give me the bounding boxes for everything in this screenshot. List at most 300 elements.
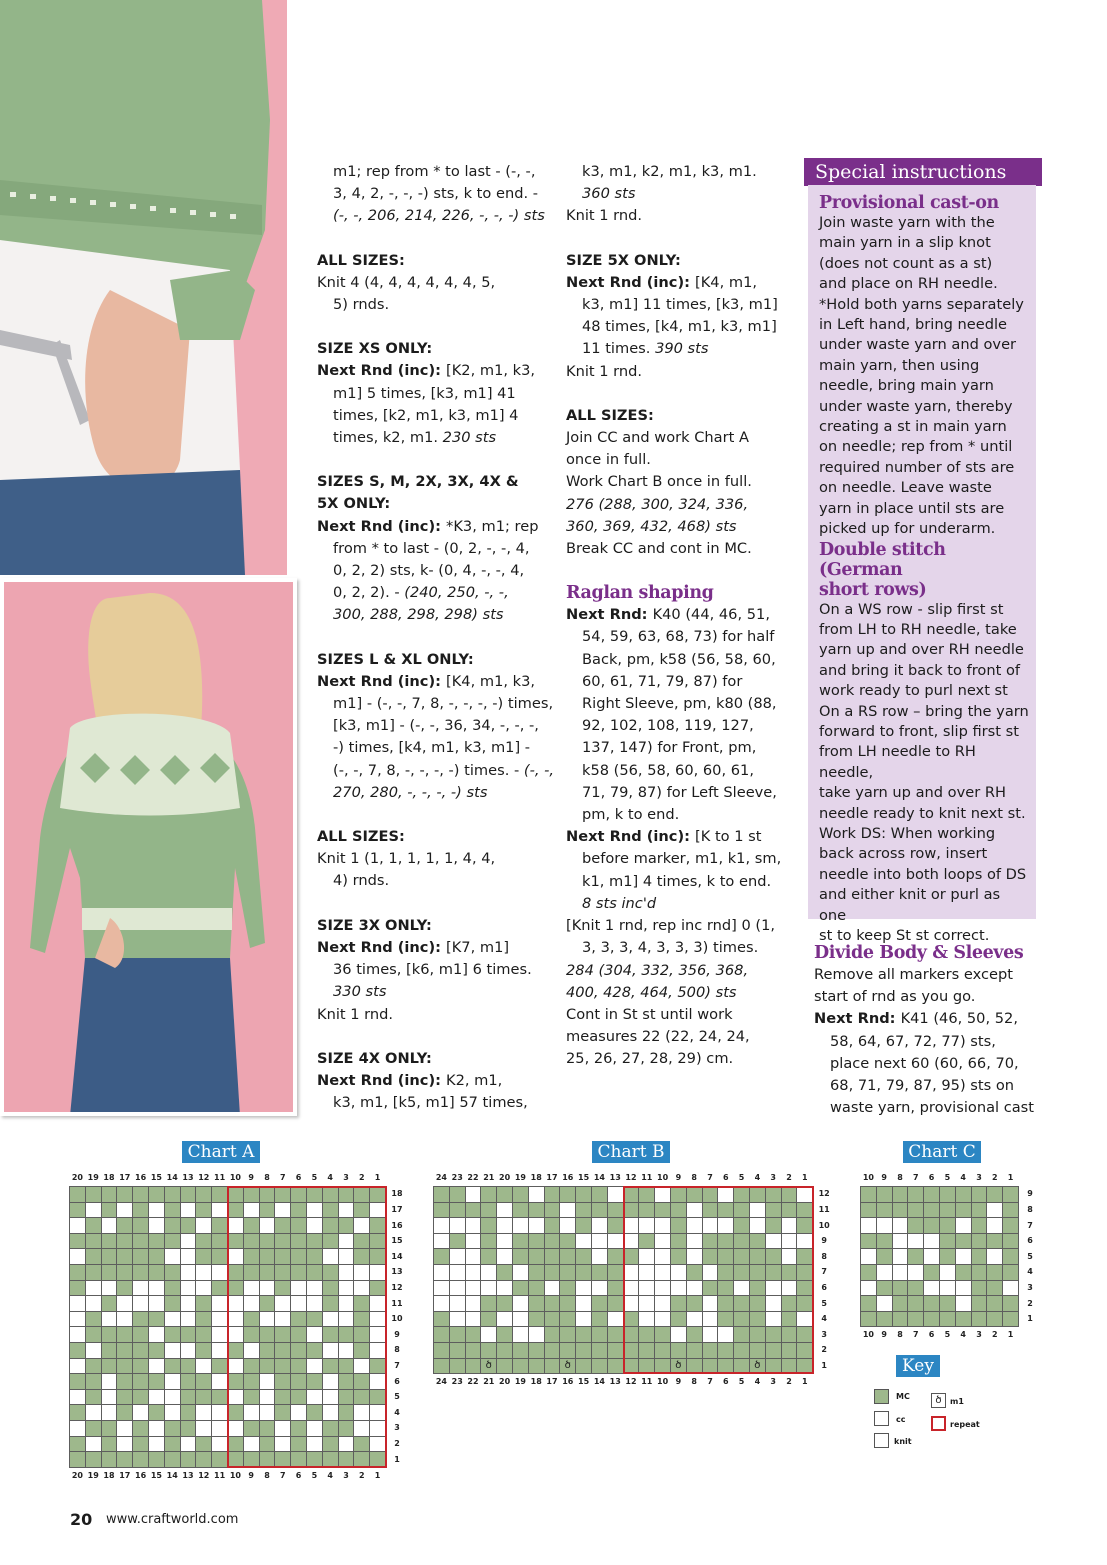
chart-cell: [307, 1359, 322, 1374]
chart-cell: [655, 1203, 670, 1218]
chart-col-number: 6: [723, 1173, 729, 1182]
chart-cell: [497, 1296, 512, 1311]
chart-cell: [86, 1437, 101, 1452]
chart-cell: [972, 1296, 987, 1311]
instruction-lead: Next Rnd (inc):: [317, 1071, 447, 1089]
chart-cell: [940, 1249, 955, 1264]
chart-cell: [275, 1249, 290, 1264]
chart-cell: [275, 1452, 290, 1467]
chart-cell: [529, 1249, 544, 1264]
chart-col-number: 22: [467, 1377, 479, 1387]
chart-cell: [908, 1187, 923, 1202]
chart-cell: [323, 1296, 338, 1311]
chart-cell: [750, 1187, 765, 1202]
chart-cell: [703, 1218, 718, 1233]
chart-cell: [655, 1218, 670, 1233]
chart-cell: [560, 1234, 575, 1249]
chart-cell: [766, 1234, 781, 1249]
instruction-line: picked up for underarm.: [819, 520, 996, 538]
instruction-line: back across row, insert: [819, 845, 988, 863]
chart-cell: [956, 1203, 971, 1218]
chart-cell: [639, 1203, 654, 1218]
chart-cell: [228, 1405, 243, 1420]
chart-cell: [703, 1327, 718, 1342]
chart-cell: [608, 1249, 623, 1264]
chart-cell: [339, 1452, 354, 1467]
chart-col-number: 7: [280, 1470, 286, 1480]
chart-cell: [133, 1296, 148, 1311]
spacer: [317, 627, 557, 649]
chart-row-number: 8: [394, 1345, 400, 1355]
chart-cell: [102, 1421, 117, 1436]
chart-cell: [133, 1187, 148, 1202]
chart-cell: [877, 1281, 892, 1296]
chart-cell: [529, 1312, 544, 1327]
chart-col-number: 8: [897, 1330, 903, 1340]
chart-cell: [481, 1343, 496, 1358]
chart-col-number: 8: [897, 1173, 903, 1182]
chart-c-label: Chart C: [903, 1141, 981, 1163]
instruction-line: Join CC and work Chart A: [566, 429, 749, 447]
chart-cell: [275, 1296, 290, 1311]
chart-cell: [323, 1327, 338, 1342]
chart-cell: [228, 1234, 243, 1249]
chart-cell: [782, 1281, 797, 1296]
chart-cell: [86, 1187, 101, 1202]
chart-cell: [545, 1249, 560, 1264]
chart-cell: [497, 1265, 512, 1280]
chart-row-number: 3: [394, 1423, 400, 1433]
instruction-line: Break CC and cont in MC.: [566, 540, 752, 558]
chart-cell: [639, 1359, 654, 1374]
chart-cell: [987, 1281, 1002, 1296]
instruction-line: main yarn in a slip knot: [819, 234, 991, 252]
chart-cell: [102, 1437, 117, 1452]
chart-cell: [70, 1265, 85, 1280]
chart-cell: [529, 1343, 544, 1358]
chart-cell: [924, 1296, 939, 1311]
chart-cell: [797, 1312, 812, 1327]
chart-cell: [560, 1312, 575, 1327]
chart-cell: [102, 1218, 117, 1233]
special-instructions-body: [819, 193, 1031, 946]
chart-cell: [671, 1359, 686, 1374]
key-knit-swatch: [874, 1433, 889, 1448]
chart-cell: [718, 1327, 733, 1342]
chart-cell: [339, 1281, 354, 1296]
chart-cell: [560, 1218, 575, 1233]
chart-cell: [165, 1405, 180, 1420]
instruction-line: On a RS row – bring the yarn: [819, 702, 1029, 720]
chart-cell: [434, 1312, 449, 1327]
instruction-line: yarn up and over RH needle: [819, 641, 1024, 659]
chart-cell: [86, 1312, 101, 1327]
chart-cell: [608, 1359, 623, 1374]
chart-cell: [877, 1234, 892, 1249]
instruction-line: measures 22 (22, 24, 24,: [566, 1028, 750, 1046]
chart-cell: [275, 1234, 290, 1249]
chart-cell: [370, 1249, 385, 1264]
instruction-line: Knit 1 rnd.: [317, 1005, 394, 1023]
instruction-line: 54, 59, 63, 68, 73) for half: [582, 628, 775, 646]
chart-col-number: 9: [248, 1173, 254, 1182]
chart-cell: [592, 1327, 607, 1342]
size-heading: ALL SIZES:: [317, 251, 405, 269]
chart-cell: [323, 1359, 338, 1374]
chart-cell: [497, 1234, 512, 1249]
chart-row-number: 16: [391, 1220, 403, 1230]
chart-cell: [117, 1343, 132, 1358]
chart-cell: [86, 1390, 101, 1405]
chart-cell: [244, 1265, 259, 1280]
chart-cell: [908, 1281, 923, 1296]
chart-cell: [212, 1218, 227, 1233]
chart-cell: [275, 1390, 290, 1405]
chart-cell: [181, 1452, 196, 1467]
chart-cell: [291, 1421, 306, 1436]
chart-cell: [70, 1390, 85, 1405]
chart-cell: [987, 1187, 1002, 1202]
chart-cell: [149, 1421, 164, 1436]
chart-col-number: 11: [214, 1173, 226, 1182]
chart-cell: [718, 1359, 733, 1374]
chart-cell: [624, 1249, 639, 1264]
chart-row-number: 13: [391, 1267, 403, 1277]
chart-cell: [497, 1312, 512, 1327]
instruction-text: K2, m1,: [446, 1071, 503, 1089]
stitch-count-text: 284 (304, 332, 356, 368,: [566, 961, 749, 979]
chart-cell: [228, 1296, 243, 1311]
chart-cell: [782, 1312, 797, 1327]
chart-cell: [149, 1312, 164, 1327]
instruction-line: [317, 516, 557, 538]
chart-cell: [560, 1343, 575, 1358]
chart-cell: [734, 1249, 749, 1264]
key-repeat-swatch: [931, 1416, 946, 1431]
chart-cell: [228, 1343, 243, 1358]
chart-cell: [655, 1359, 670, 1374]
chart-cell: [782, 1218, 797, 1233]
chart-cell: [529, 1187, 544, 1202]
chart-cell: [149, 1452, 164, 1467]
instruction-line: under waste yarn and over: [819, 336, 1017, 354]
chart-col-number: 22: [467, 1173, 479, 1182]
chart-cell: [354, 1327, 369, 1342]
chart-cell: [70, 1405, 85, 1420]
chart-cell: [434, 1281, 449, 1296]
chart-cell: [893, 1296, 908, 1311]
chart-col-number: 10: [229, 1470, 241, 1480]
chart-cell: [370, 1312, 385, 1327]
chart-cell: [196, 1421, 211, 1436]
instruction-line: waste yarn, provisional cast: [830, 1099, 1034, 1117]
instruction-line: Cont in St st until work: [566, 1005, 733, 1023]
chart-col-number: 23: [451, 1377, 463, 1387]
chart-cell: [370, 1452, 385, 1467]
chart-cell: [972, 1312, 987, 1327]
chart-col-number: 15: [578, 1377, 590, 1387]
chart-cell: [370, 1327, 385, 1342]
chart-cell: [149, 1187, 164, 1202]
chart-cell: [434, 1187, 449, 1202]
chart-cell: [212, 1437, 227, 1452]
chart-cell: [212, 1359, 227, 1374]
chart-cell: [576, 1203, 591, 1218]
instruction-line: [566, 338, 796, 360]
chart-col-number: 1: [1007, 1330, 1014, 1340]
chart-cell: [750, 1234, 765, 1249]
instruction-line: Remove all markers except: [814, 966, 1013, 983]
chart-cell: [244, 1203, 259, 1218]
chart-cell: [655, 1187, 670, 1202]
chart-cell: [687, 1359, 702, 1374]
stitch-count-text: (240, 250, -, -,: [404, 584, 509, 602]
chart-col-number: 3: [976, 1173, 982, 1182]
chart-cell: [212, 1234, 227, 1249]
chart-cell: [861, 1218, 876, 1233]
chart-cell: [513, 1327, 528, 1342]
chart-col-number: 13: [182, 1470, 194, 1480]
chart-cell: [260, 1187, 275, 1202]
chart-cell: [196, 1343, 211, 1358]
chart-cell: [196, 1437, 211, 1452]
chart-cell: [244, 1218, 259, 1233]
chart-cell: [1003, 1296, 1018, 1311]
instruction-line: needle into both loops of DS: [819, 865, 1027, 883]
instruction-text: times, k2, m1.: [333, 429, 443, 447]
instruction-line: needle, bring main yarn: [819, 377, 994, 395]
chart-cell: [117, 1296, 132, 1311]
chart-cell: [260, 1327, 275, 1342]
chart-cell: [750, 1327, 765, 1342]
chart-cell: [260, 1452, 275, 1467]
chart-cell: [734, 1312, 749, 1327]
chart-cell: [434, 1218, 449, 1233]
chart-cell: [877, 1187, 892, 1202]
chart-cell: [291, 1437, 306, 1452]
chart-cell: [560, 1265, 575, 1280]
chart-cell: [750, 1265, 765, 1280]
instruction-line: 92, 102, 108, 119, 127,: [582, 717, 754, 735]
chart-cell: [354, 1296, 369, 1311]
chart-cell: [624, 1281, 639, 1296]
chart-cell: [149, 1218, 164, 1233]
chart-cell: [275, 1312, 290, 1327]
chart-cell: [560, 1203, 575, 1218]
chart-cell: [149, 1203, 164, 1218]
instruction-lead: Next Rnd (inc):: [317, 672, 447, 690]
chart-row-number: 5: [821, 1298, 827, 1308]
chart-cell: [291, 1187, 306, 1202]
chart-cell: [703, 1296, 718, 1311]
chart-cell: [924, 1187, 939, 1202]
chart-cell: [940, 1187, 955, 1202]
chart-cell: [624, 1218, 639, 1233]
chart-cell: [592, 1343, 607, 1358]
chart-cell: [370, 1296, 385, 1311]
chart-col-number: 16: [135, 1173, 147, 1182]
chart-cell: [560, 1249, 575, 1264]
chart-cell: [228, 1218, 243, 1233]
chart-cell: [861, 1265, 876, 1280]
chart-cell: [893, 1234, 908, 1249]
chart-b-label: Chart B: [592, 1141, 670, 1163]
chart-cell: [466, 1281, 481, 1296]
chart-cell: [181, 1437, 196, 1452]
chart-cell: [545, 1187, 560, 1202]
section-heading: Provisional cast-on: [819, 193, 999, 213]
chart-cell: [481, 1265, 496, 1280]
instruction-line: k58 (56, 58, 60, 60, 61,: [582, 761, 754, 779]
chart-cell: [434, 1343, 449, 1358]
chart-col-number: 20: [499, 1173, 511, 1182]
chart-cell: [481, 1187, 496, 1202]
chart-cell: [434, 1359, 449, 1374]
m1-symbol-icon: ծ: [675, 1359, 682, 1371]
chart-cell: [797, 1281, 812, 1296]
chart-cell: [354, 1234, 369, 1249]
chart-cell: [228, 1203, 243, 1218]
chart-col-number: 8: [264, 1173, 270, 1182]
instruction-line: work ready to purl next st: [819, 682, 1008, 700]
chart-cell: [576, 1296, 591, 1311]
chart-cell: [149, 1343, 164, 1358]
instruction-text: 11 times.: [582, 340, 656, 358]
chart-cell: [354, 1312, 369, 1327]
chart-cell: [70, 1249, 85, 1264]
chart-col-number: 19: [87, 1173, 99, 1182]
chart-col-number: 12: [198, 1470, 210, 1480]
chart-col-number: 17: [546, 1173, 558, 1182]
chart-row-number: 8: [1027, 1204, 1033, 1214]
stitch-count: [566, 516, 796, 538]
chart-cell: [893, 1218, 908, 1233]
chart-cell: [339, 1203, 354, 1218]
chart-cell: [339, 1390, 354, 1405]
chart-cell: [117, 1218, 132, 1233]
chart-cell: [987, 1249, 1002, 1264]
chart-cell: [639, 1281, 654, 1296]
chart-cell: [228, 1281, 243, 1296]
chart-cell: [212, 1374, 227, 1389]
chart-cell: [434, 1234, 449, 1249]
chart-cell: [893, 1187, 908, 1202]
chart-cell: [70, 1421, 85, 1436]
chart-cell: [450, 1234, 465, 1249]
chart-col-number: 8: [691, 1377, 697, 1387]
chart-cell: [639, 1327, 654, 1342]
chart-cell: [339, 1187, 354, 1202]
chart-cell: [212, 1421, 227, 1436]
instruction-line: st to keep St st correct.: [819, 927, 990, 944]
chart-col-number: 16: [562, 1377, 574, 1387]
spacer: [317, 804, 557, 826]
chart-row-number: 2: [1027, 1298, 1033, 1308]
chart-cell: [624, 1187, 639, 1202]
chart-cell: [766, 1203, 781, 1218]
instruction-line: 0, 2, 2) sts, k- (0, 4, -, -, 4,: [333, 562, 525, 580]
chart-cell: [671, 1249, 686, 1264]
chart-cell: [86, 1296, 101, 1311]
chart-cell: [687, 1281, 702, 1296]
stitch-count: [317, 604, 557, 626]
chart-cell: [987, 1265, 1002, 1280]
chart-cell: [908, 1218, 923, 1233]
chart-row-number: 14: [391, 1251, 403, 1261]
instruction-line: Join waste yarn with the: [819, 214, 995, 231]
instruction-line: Knit 1 (1, 1, 1, 1, 1, 4, 4,: [317, 850, 496, 868]
chart-cell: [291, 1265, 306, 1280]
chart-cell: [734, 1343, 749, 1358]
key-label: Key: [896, 1355, 940, 1377]
chart-cell: [576, 1327, 591, 1342]
chart-cell: [703, 1281, 718, 1296]
chart-cell: [671, 1187, 686, 1202]
chart-cell: [766, 1187, 781, 1202]
chart-cell: [339, 1327, 354, 1342]
section-heading: Divide Body & Sleeves: [814, 943, 1024, 963]
chart-cell: [354, 1218, 369, 1233]
chart-row-number: 9: [1027, 1189, 1033, 1199]
chart-col-number: 4: [754, 1173, 761, 1182]
chart-cell: [165, 1265, 180, 1280]
chart-cell: [70, 1281, 85, 1296]
instruction-line: 71, 79, 87) for Left Sleeve,: [582, 783, 777, 801]
chart-cell: [560, 1327, 575, 1342]
chart-cell: [956, 1187, 971, 1202]
chart-cell: [244, 1390, 259, 1405]
chart-cell: [228, 1374, 243, 1389]
chart-col-number: 14: [166, 1470, 178, 1480]
chart-cell: [244, 1374, 259, 1389]
chart-cell: [718, 1187, 733, 1202]
chart-cell: [260, 1281, 275, 1296]
chart-cell: [70, 1203, 85, 1218]
chart-cell: [244, 1421, 259, 1436]
chart-cell: [450, 1359, 465, 1374]
instruction-line: 3, 3, 3, 4, 3, 3, 3) times.: [582, 939, 759, 957]
chart-col-number: 11: [641, 1173, 653, 1182]
chart-cell: [133, 1312, 148, 1327]
chart-cell: [687, 1249, 702, 1264]
chart-cell: [196, 1218, 211, 1233]
chart-cell: [592, 1281, 607, 1296]
chart-col-number: 14: [593, 1173, 605, 1182]
chart-cell: [212, 1405, 227, 1420]
chart-cell: [734, 1281, 749, 1296]
chart-col-number: 11: [641, 1377, 653, 1387]
chart-cell: [165, 1452, 180, 1467]
chart-cell: [196, 1281, 211, 1296]
chart-cell: [956, 1296, 971, 1311]
chart-cell: [86, 1421, 101, 1436]
chart-row-number: 1: [1027, 1314, 1033, 1324]
chart-cell: [275, 1327, 290, 1342]
chart-col-number: 12: [198, 1173, 210, 1182]
chart-cell: [228, 1359, 243, 1374]
chart-cell: [545, 1359, 560, 1374]
chart-cell: [782, 1234, 797, 1249]
chart-cell: [893, 1203, 908, 1218]
chart-cell: [370, 1405, 385, 1420]
instructions-column-1: [317, 161, 557, 1114]
instruction-line: from LH to RH needle, take: [819, 620, 1017, 638]
chart-cell: [339, 1312, 354, 1327]
chart-cell: [987, 1312, 1002, 1327]
chart-cell: [86, 1249, 101, 1264]
chart-cell: [339, 1265, 354, 1280]
chart-cell: [734, 1203, 749, 1218]
